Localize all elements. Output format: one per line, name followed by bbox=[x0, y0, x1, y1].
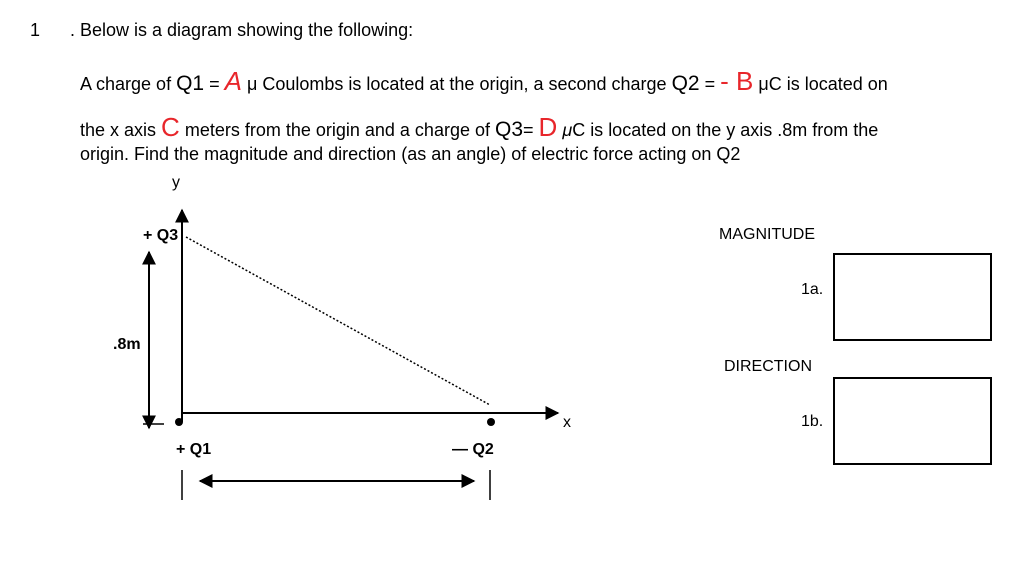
direction-heading: DIRECTION bbox=[724, 358, 812, 375]
variable-a: A bbox=[224, 66, 242, 96]
text-segment: the x axis bbox=[80, 120, 162, 140]
direction-item-label: 1b. bbox=[801, 413, 824, 430]
text-segment: meters from the origin and a charge of bbox=[179, 120, 495, 140]
text-segment: = bbox=[699, 74, 721, 94]
text-segment: = bbox=[523, 120, 539, 140]
q2-label: — Q2 bbox=[452, 441, 494, 458]
magnitude-item-label: 1a. bbox=[801, 281, 824, 298]
direction-answer-box[interactable] bbox=[833, 377, 992, 465]
magnitude-answer-box[interactable] bbox=[833, 253, 992, 341]
height-label: .8m bbox=[113, 336, 141, 353]
x-axis-label: x bbox=[563, 414, 571, 431]
y-axis-label: y bbox=[172, 174, 180, 191]
mu-symbol: μ bbox=[557, 120, 573, 140]
question-intro: . Below is a diagram showing the following: bbox=[70, 20, 414, 40]
q1-label: + Q1 bbox=[176, 441, 212, 458]
variable-c: C bbox=[161, 112, 180, 142]
text-segment: C is located on the y axis .8m from the bbox=[572, 120, 879, 140]
charge-q3-label: Q3 bbox=[495, 118, 524, 141]
charge-q1-label: Q1 bbox=[176, 72, 205, 95]
variable-d: D bbox=[538, 112, 558, 142]
charge-q2-label: Q2 bbox=[671, 72, 700, 95]
text-segment: A charge of bbox=[80, 74, 177, 94]
q3-q2-dotted-line bbox=[186, 237, 490, 405]
variable-b: - B bbox=[720, 66, 754, 96]
question-number: 1 bbox=[30, 20, 41, 40]
magnitude-heading: MAGNITUDE bbox=[719, 226, 815, 243]
text-segment: = bbox=[204, 74, 225, 94]
text-segment: μ Coulombs is located at the origin, a second charge bbox=[241, 74, 672, 94]
charge-q1-dot bbox=[175, 418, 183, 426]
charge-q2-dot bbox=[487, 418, 495, 426]
text-segment: μC is located on bbox=[753, 74, 888, 94]
question-line-3: origin. Find the magnitude and direction (as an angle) of electric force acting on Q2 bbox=[80, 144, 741, 164]
q3-label: + Q3 bbox=[143, 227, 179, 244]
